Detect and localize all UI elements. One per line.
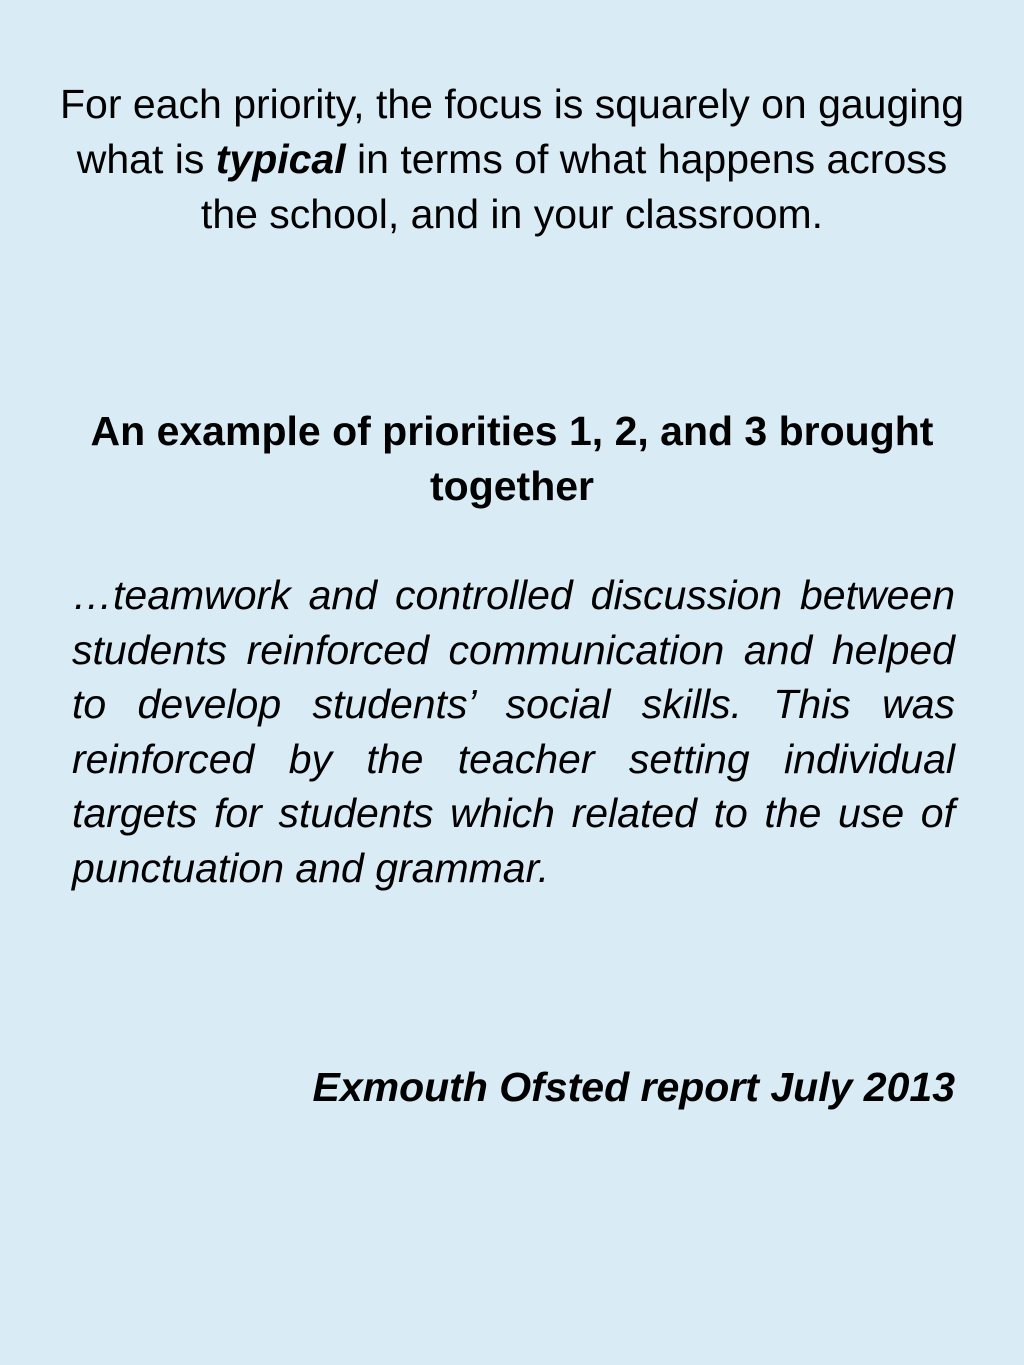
intro-paragraph: [60, 77, 964, 242]
intro-text-before: For each priority, the focus is squarely on gauging what is: [60, 81, 965, 182]
example-heading: An example of priorities 1, 2, and 3 brought together: [90, 408, 934, 509]
ofsted-quote: …teamwork and controlled discussion between students reinforced communication and helped to develop students’ social skills. This was reinforced by the teacher setting individual targets for students which related to the use of punctuation and grammar.: [72, 572, 955, 891]
intro-text-after: in terms of what happens across the school, and in your classroom.: [200, 136, 948, 237]
intro-emphasis-typical: typical: [215, 136, 346, 182]
quote-source: Exmouth Ofsted report July 2013: [312, 1064, 955, 1110]
